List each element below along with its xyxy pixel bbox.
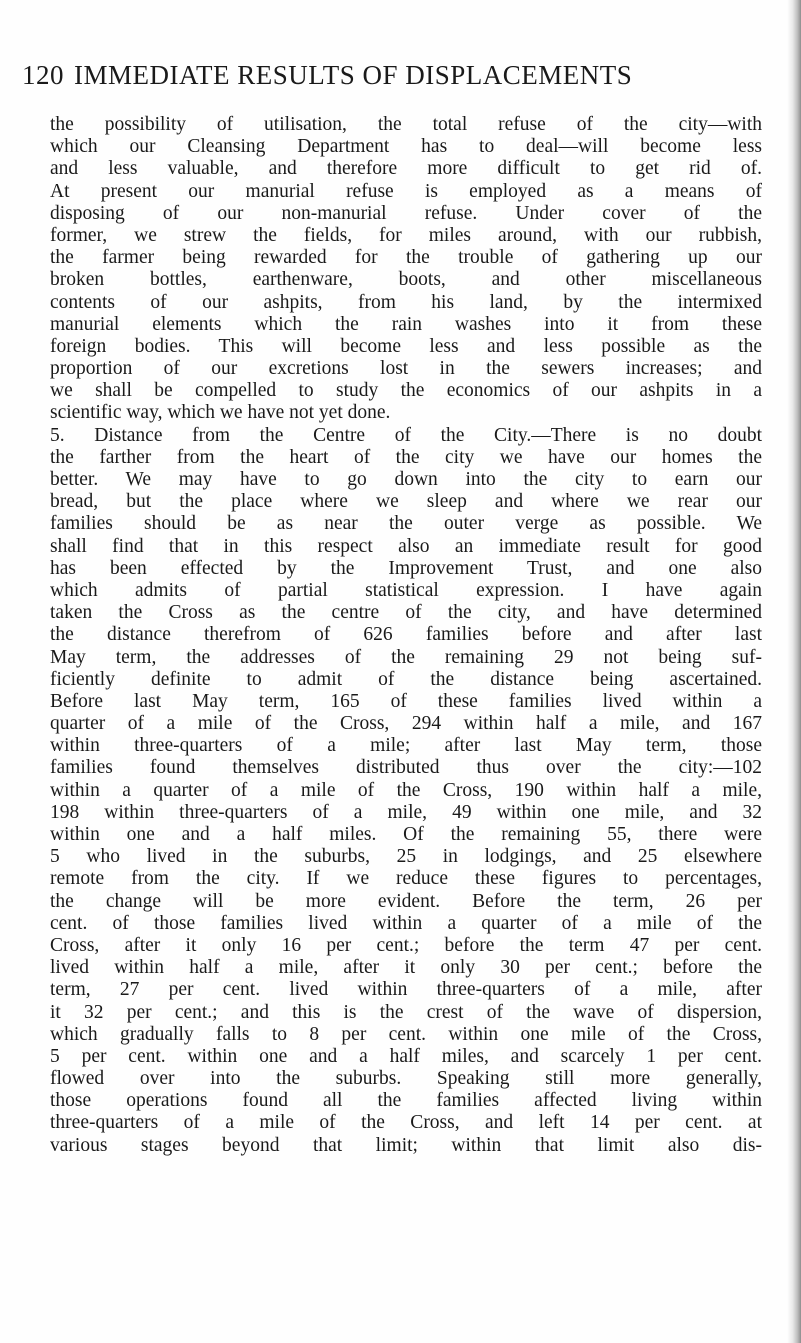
text-line: May term, the addresses of the remaining 29 not being suf- <box>50 646 762 668</box>
text-line: contents of our ashpits, from his land, by the intermixed <box>50 291 762 313</box>
text-line: Cross, after it only 16 per cent.; before the term 47 per cent. <box>50 934 762 956</box>
text-line: the farmer being rewarded for the trouble of gathering up our <box>50 247 762 269</box>
text-line: which admits of partial statistical expression. I have again <box>50 579 762 601</box>
text-line: taken the Cross as the centre of the city, and have determined <box>50 602 762 624</box>
text-line: the distance therefrom of 626 families before and after last <box>50 624 762 646</box>
text-line: cent. of those families lived within a quarter of a mile of the <box>50 912 762 934</box>
text-line: flowed over into the suburbs. Speaking still more generally, <box>50 1068 762 1090</box>
text-line: the farther from the heart of the city we have our homes the <box>50 446 762 468</box>
running-head <box>22 60 762 100</box>
text-line: the change will be more evident. Before the term, 26 per <box>50 890 762 912</box>
text-line: lived within half a mile, after it only 30 per cent.; before the <box>50 957 762 979</box>
text-line: families should be as near the outer verge as possible. We <box>50 513 762 535</box>
text-line: foreign bodies. This will become less and less possible as the <box>50 335 762 357</box>
text-line: 5. Distance from the Centre of the City.—There is no doubt <box>50 424 762 446</box>
chapter-title: IMMEDIATE RESULTS OF DISPLACEMENTS <box>74 60 633 90</box>
text-line: former, we strew the fields, for miles around, with our rubbish, <box>50 224 762 246</box>
text-line: manurial elements which the rain washes into it from these <box>50 313 762 335</box>
text-line: At present our manurial refuse is employed as a means of <box>50 180 762 202</box>
text-line: which gradually falls to 8 per cent. within one mile of the Cross, <box>50 1023 762 1045</box>
text-line: three-quarters of a mile of the Cross, and left 14 per cent. at <box>50 1112 762 1134</box>
text-line: families found themselves distributed thus over the city:—102 <box>50 757 762 779</box>
text-line: remote from the city. If we reduce these figures to percentages, <box>50 868 762 890</box>
text-line: which our Cleansing Department has to deal—will become less <box>50 136 762 158</box>
text-line: shall find that in this respect also an immediate result for good <box>50 535 762 557</box>
text-line: various stages beyond that limit; within that limit also dis- <box>50 1134 762 1156</box>
page-number: 120 <box>22 60 64 90</box>
text-line: broken bottles, earthenware, boots, and other miscellaneous <box>50 269 762 291</box>
text-line: quarter of a mile of the Cross, 294 within half a mile, and 167 <box>50 713 762 735</box>
text-line: proportion of our excretions lost in the sewers increases; and <box>50 358 762 380</box>
text-line: 5 per cent. within one and a half miles, and scarcely 1 per cent. <box>50 1045 762 1067</box>
text-line: disposing of our non-manurial refuse. Under cover of the <box>50 202 762 224</box>
text-line: and less valuable, and therefore more difficult to get rid of. <box>50 158 762 180</box>
text-line: the possibility of utilisation, the total refuse of the city—with <box>50 114 762 135</box>
text-line: we shall be compelled to study the economics of our ashpits in a <box>50 380 762 402</box>
text-line: 198 within three-quarters of a mile, 49 within one mile, and 32 <box>50 801 762 823</box>
text-line: scientific way, which we have not yet done. <box>50 402 391 424</box>
text-line: better. We may have to go down into the city to earn our <box>50 469 762 490</box>
text-line: within a quarter of a mile of the Cross, 190 within half a mile, <box>50 779 762 801</box>
text-line: within one and a half miles. Of the remaining 55, there were <box>50 824 762 845</box>
text-line: those operations found all the families affected living within <box>50 1090 762 1112</box>
text-line: term, 27 per cent. lived within three-quarters of a mile, after <box>50 979 762 1001</box>
text-line: 5 who lived in the suburbs, 25 in lodgings, and 25 elsewhere <box>50 846 762 868</box>
text-line: bread, but the place where we sleep and where we rear our <box>50 491 762 513</box>
text-line: Before last May term, 165 of these families lived within a <box>50 690 762 712</box>
text-line: ficiently definite to admit of the distance being ascertained. <box>50 668 762 690</box>
text-line: within three-quarters of a mile; after last May term, those <box>50 735 762 757</box>
text-line: has been effected by the Improvement Trust, and one also <box>50 557 762 579</box>
page-edge-shadow <box>787 0 801 1343</box>
text-line: it 32 per cent.; and this is the crest of the wave of dispersion, <box>50 1001 762 1023</box>
body-text <box>50 114 762 1157</box>
